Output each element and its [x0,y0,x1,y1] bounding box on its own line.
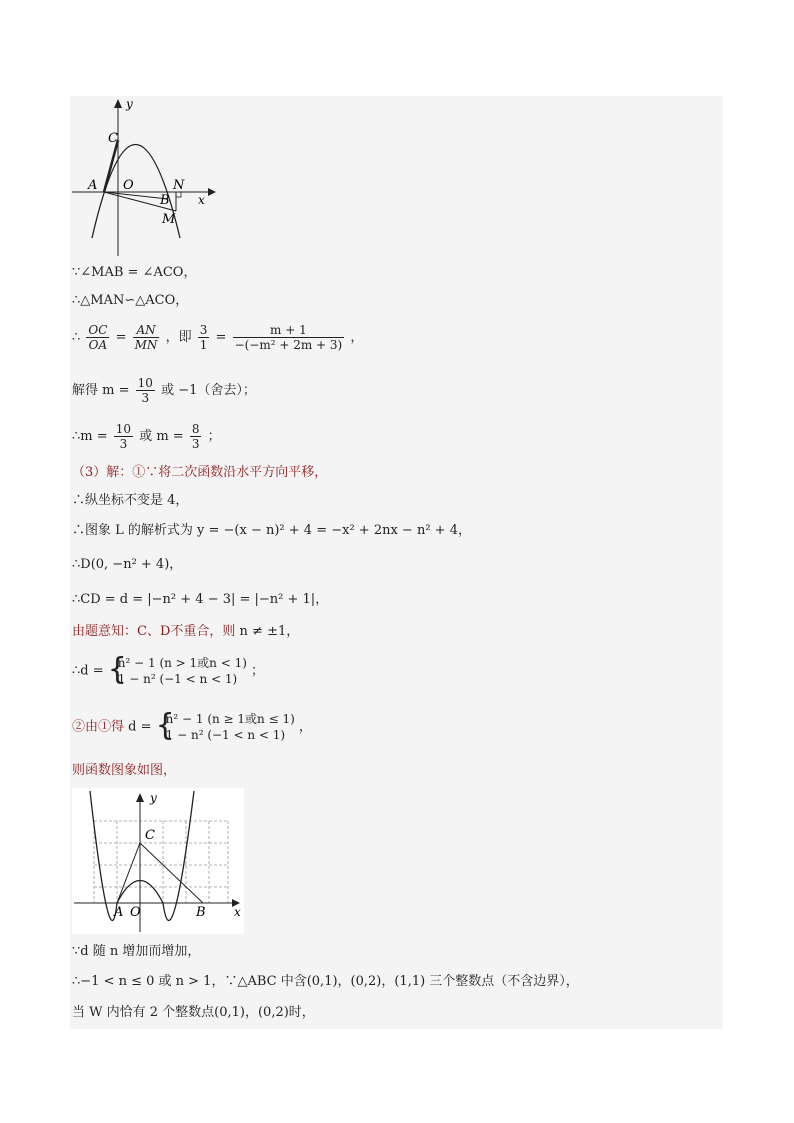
fig2-label-o: O [130,905,141,920]
frac-10-3 [136,376,155,405]
piece-row: 1 − n² (−1 < n < 1) [165,728,286,742]
l3-eq2: = [215,330,227,345]
l3-mid: ，即 [165,330,192,345]
line-16: ∴−1 < n ≤ 0 或 n > 1，∵△ABC 中含(0,1)，(0,2)，(1,1) 三个整数点（不含边界）， [72,974,579,989]
frac-num: OC [88,323,108,337]
piecewise-1 [107,652,247,687]
line-17: 当 W 内恰有 2 个整数点(0,1)，(0,2)时， [72,1005,315,1020]
frac-3-1 [198,323,210,352]
frac-num: 3 [199,323,208,337]
frac-num: m + 1 [233,323,345,338]
fig1-label-a: A [88,178,98,193]
frac-den: MN [134,338,158,352]
line-10: ∴CD = d = |−n² + 4 − 3| = |−n² + 1|， [72,592,329,607]
l3-eq: = [115,330,127,345]
fig1-label-c: C [108,131,118,146]
frac-num: 10 [137,376,153,390]
fig1-label-o: O [123,178,134,193]
brace-symbol: { [155,708,175,743]
line-5 [72,422,221,451]
frac-den: OA [88,338,108,352]
frac-num: AN [133,323,160,338]
fig1-label-x: x [198,193,205,207]
frac-10-3b [114,422,133,451]
line-11 [72,623,299,641]
frac-an-mn [133,323,160,352]
frac-den: 1 [199,338,208,352]
l12-end: ； [251,663,265,679]
line-7: ∴纵坐标不变是 4， [72,493,189,508]
l13-d: d = [124,719,152,735]
fig2-label-c: C [145,828,155,843]
line-3 [72,323,363,352]
brace-symbol: { [107,652,127,687]
line-1: ∵∠MAB = ∠ACO， [72,265,197,280]
l13-end: ， [298,719,312,735]
figure-function-graph [72,788,244,934]
frac-m-expr [233,323,345,352]
piece-row: n² − 1 (n > 1或n < 1) [117,656,247,670]
frac-den: 3 [191,437,200,451]
fig2-label-a: A [114,905,124,920]
fig2-label-b: B [196,905,206,920]
frac-oc-oa [86,323,109,352]
l3-end: ， [350,330,364,345]
frac-num: 8 [191,422,200,436]
line-9: ∴D(0, −n² + 4)， [72,557,183,572]
l4-post: 或 −1（舍去）； [161,383,256,398]
line-13 [72,708,312,743]
frac-8-3 [190,422,202,451]
l11-b: C、D [137,624,171,639]
fig1-label-n: N [173,178,185,193]
l11-c: 不重合，则 [170,624,236,639]
frac-den: −(−m² + 2m + 3) [234,338,343,352]
frac-den: 3 [141,391,150,405]
frac-den: 3 [119,437,128,451]
l3-pre: ∴ [72,330,81,345]
fig1-label-m: M [162,212,176,227]
l5-mid: 或 m = [139,429,184,444]
l5-pre: ∴m = [72,429,108,444]
piece-row: n² − 1 (n ≥ 1或n ≤ 1) [165,712,295,726]
line-12 [72,652,265,687]
l11-a: 由题意知： [72,624,138,639]
line-2: ∴△MAN∽△ACO， [72,293,189,308]
l11-d: n ≠ ±1， [235,624,300,639]
line-15: ∵d 随 n 增加而增加， [72,944,201,959]
piecewise-2 [155,708,295,743]
fig2-label-y: y [150,791,157,805]
line-14: 则函数图象如图， [72,763,177,778]
l13-pre: ②由①得 [72,719,125,735]
l5-end: ； [207,429,221,444]
fig2-label-x: x [234,905,241,919]
figure-parabola-1 [70,96,220,261]
fig1-label-b: B [160,193,170,208]
fig1-label-y: y [126,97,133,111]
line-4 [72,376,256,405]
l4-pre: 解得 m = [72,383,130,398]
piece-row: 1 − n² (−1 < n < 1) [117,672,238,686]
l12-pre: ∴d = [72,663,104,679]
line-6: （3）解：①∵将二次函数沿水平方向平移， [72,465,328,480]
frac-num: 10 [115,422,132,436]
line-8: ∴图象 L 的解析式为 y = −(x − n)² + 4 = −x² + 2nx − n² + 4， [72,523,471,538]
